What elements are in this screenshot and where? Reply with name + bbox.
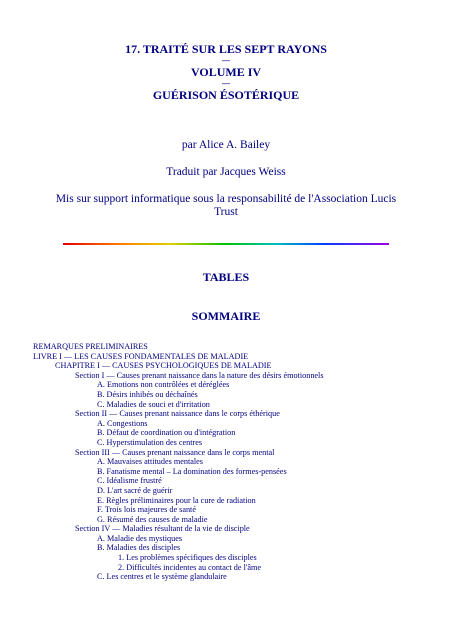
- toc-link[interactable]: E. Règles préliminaires pour la cure de radiation: [97, 495, 256, 505]
- toc-link[interactable]: Section I — Causes prenant naissance dans la nature des désirs émotionnels: [75, 370, 324, 380]
- sommaire-heading: SOMMAIRE: [191, 309, 261, 323]
- toc-link[interactable]: B. Fanatisme mental – La domination des formes-pensées: [97, 466, 287, 476]
- toc-link[interactable]: F. Trois lois majeures de santé: [97, 505, 196, 515]
- title-block: [0, 42, 452, 102]
- title-dash: —: [222, 56, 230, 65]
- toc-link[interactable]: Section IV — Maladies résultant de la vie de disciple: [75, 524, 250, 534]
- toc-link[interactable]: Section II — Causes prenant naissance dans le corps éthérique: [75, 409, 280, 419]
- toc-link[interactable]: A. Maladie des mystiques: [97, 533, 183, 543]
- toc-link[interactable]: A. Mauvaises attitudes mentales: [97, 457, 203, 467]
- rainbow-divider: [63, 243, 389, 245]
- toc-link[interactable]: B. Maladies des disciples: [97, 543, 181, 553]
- book-title: GUÉRISON ÉSOTÉRIQUE: [152, 88, 300, 102]
- table-of-contents: [0, 342, 452, 582]
- publisher-line-1: Mis sur support informatique sous la responsabilité de l'Association Lucis: [55, 193, 397, 205]
- toc-link[interactable]: C. Idéalisme frustré: [97, 476, 162, 486]
- toc-link[interactable]: 2. Difficultés incidentes au contact de l'âme: [118, 562, 261, 572]
- toc-link[interactable]: Section III — Causes prenant naissance dans le corps mental: [75, 447, 275, 457]
- toc-link[interactable]: CHAPITRE I — CAUSES PSYCHOLOGIQUES DE MALADIE: [55, 361, 272, 371]
- toc-link[interactable]: C. Les centres et le système glandulaire: [97, 572, 227, 582]
- toc-link[interactable]: B. Désirs inhibés ou déchaînés: [97, 389, 198, 399]
- toc-link[interactable]: LIVRE I — LES CAUSES FONDAMENTALES DE MALADIE: [33, 351, 249, 361]
- series-title: 17. TRAITÉ SUR LES SEPT RAYONS: [125, 42, 327, 56]
- toc-link[interactable]: 1. Les problèmes spécifiques des disciples: [118, 553, 257, 563]
- toc-link[interactable]: A. Emotions non contrôlées et déréglées: [97, 380, 230, 390]
- toc-link[interactable]: C. Hyperstimulation des centres: [97, 437, 203, 447]
- toc-link[interactable]: C. Maladies de souci et d'irritation: [97, 399, 210, 409]
- tables-heading: TABLES: [202, 270, 250, 284]
- author-line: par Alice A. Bailey: [181, 139, 271, 151]
- title-dash: —: [222, 79, 230, 88]
- volume-title: VOLUME IV: [190, 65, 262, 79]
- toc-link[interactable]: D. L'art sacré de guérir: [97, 485, 173, 495]
- toc-link[interactable]: REMARQUES PRELIMINAIRES: [33, 342, 148, 351]
- translator-line: Traduit par Jacques Weiss: [166, 166, 286, 178]
- publisher-line-2: Trust: [214, 206, 238, 218]
- toc-link[interactable]: B. Défaut de coordination ou d'intégration: [97, 428, 236, 438]
- toc-link[interactable]: G. Résumé des causes de maladie: [97, 514, 208, 524]
- toc-link[interactable]: A. Congestions: [97, 418, 148, 428]
